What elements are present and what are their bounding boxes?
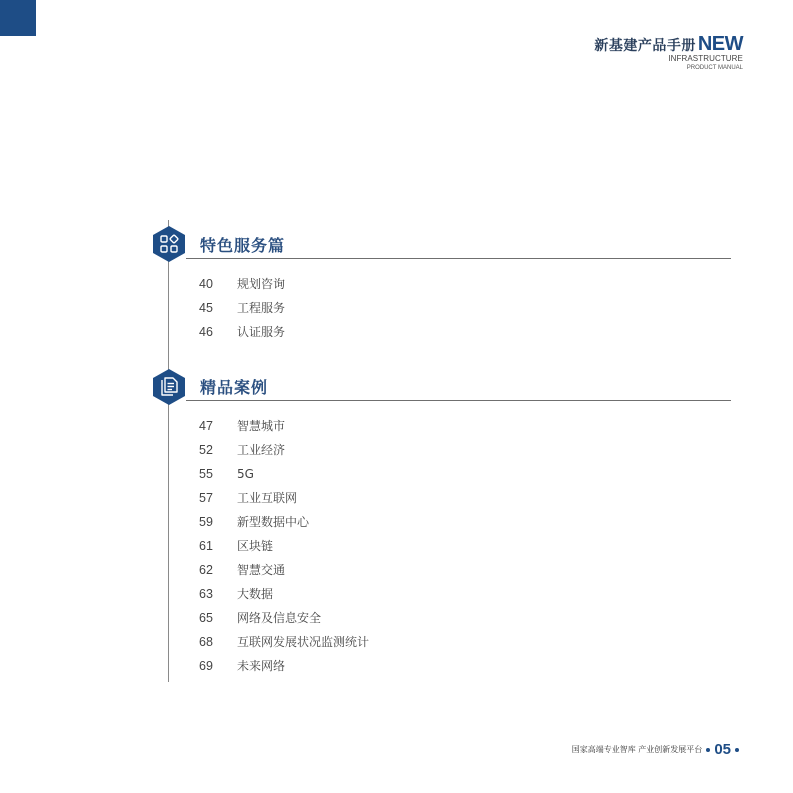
brand-title-en: NEW (697, 33, 743, 55)
item-page-number: 68 (199, 635, 213, 649)
brand-subtitle-1: INFRASTRUCTURE (668, 54, 743, 63)
section-title-services: 特色服务篇 (200, 236, 286, 255)
item-page-number: 69 (199, 659, 213, 673)
item-page-number: 40 (199, 277, 213, 291)
item-label: 区块链 (237, 539, 274, 553)
item-page-number: 65 (199, 611, 213, 625)
list-item (199, 538, 273, 554)
list-item (199, 418, 285, 434)
footer-dot-icon (735, 748, 739, 752)
item-page-number: 62 (199, 563, 213, 577)
item-page-number: 57 (199, 491, 213, 505)
item-label: 未来网络 (237, 659, 286, 673)
item-label: 工业经济 (237, 443, 286, 457)
list-item (199, 562, 285, 578)
corner-accent-block (0, 0, 36, 36)
grid-icon (152, 225, 186, 263)
list-item (199, 514, 309, 530)
item-page-number: 61 (199, 539, 213, 553)
list-item (199, 586, 273, 602)
documents-icon (152, 368, 186, 406)
section-title-cases: 精品案例 (200, 378, 269, 397)
item-page-number: 46 (199, 325, 213, 339)
brand-subtitle-2: PRODUCT MANUAL (686, 65, 743, 71)
brand-header (594, 34, 743, 71)
item-page-number: 47 (199, 419, 213, 433)
list-item (199, 634, 369, 650)
item-page-number: 63 (199, 587, 213, 601)
page-number: 05 (714, 741, 731, 758)
item-label: 工业互联网 (237, 491, 298, 505)
item-page-number: 59 (199, 515, 213, 529)
list-item (199, 658, 285, 674)
item-label: 认证服务 (237, 325, 286, 339)
list-item (199, 490, 297, 506)
item-label: 规划咨询 (237, 277, 286, 291)
item-label: 5G (237, 467, 254, 481)
section-divider (186, 258, 731, 259)
list-item (199, 466, 254, 482)
item-label: 大数据 (237, 587, 274, 601)
list-item (199, 324, 285, 340)
item-label: 工程服务 (237, 301, 286, 315)
list-item (199, 442, 285, 458)
item-page-number: 52 (199, 443, 213, 457)
item-label: 新型数据中心 (237, 515, 310, 529)
item-label: 网络及信息安全 (237, 611, 322, 625)
timeline-line (168, 220, 169, 682)
footer-dot-icon (706, 748, 710, 752)
item-label: 智慧城市 (237, 419, 286, 433)
list-item (199, 276, 285, 292)
item-label: 智慧交通 (237, 563, 286, 577)
page-footer (572, 742, 743, 757)
footer-text: 国家高端专业智库 产业创新发展平台 (571, 744, 703, 754)
brand-title-cn: 新基建产品手册 (594, 38, 696, 54)
list-item (199, 300, 285, 316)
item-page-number: 55 (199, 467, 213, 481)
list-item (199, 610, 321, 626)
item-page-number: 45 (199, 301, 213, 315)
item-label: 互联网发展状况监测统计 (237, 635, 370, 649)
section-divider (186, 400, 731, 401)
